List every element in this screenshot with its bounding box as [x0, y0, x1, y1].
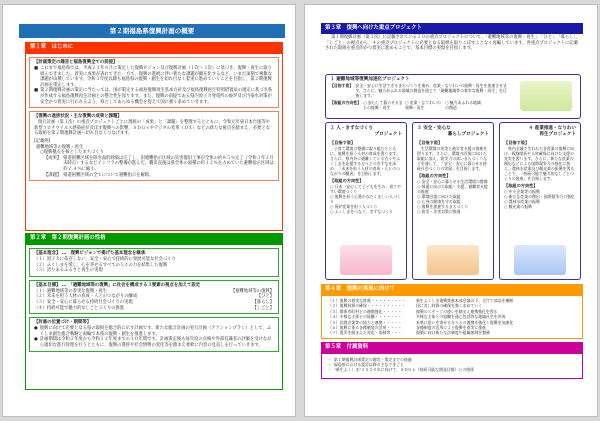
direction-item: ○ ふくしまをつなぐ、きずなづくり [330, 208, 393, 214]
measure-row: （５）民間企業等の協力と連携・・・・・ 本県に思いを寄せる方々との連携を強化し復興を加速化 [328, 319, 514, 325]
circle-bullet-icon: ● [34, 326, 38, 332]
plan-purpose-bullet: ■ これまで福島県では、平成２３年８月に策定した復興ビジョン及び復興計画（１次～３次）に基づき、復興・再生に取り組んできました。着実に成果が表れてきた一方で、復興の進展に伴い新たな課題が顕在化するなど、いまだ深刻で複雑な課題が山積しています。令和３年度以降も福島県の復興・創生を切れ目なく着実に進めていくことを目指し、第２期復興計画を策定します。 [34, 66, 273, 88]
progress-box [29, 111, 279, 181]
chapter1-content [25, 53, 283, 231]
chapter3-heading: 第３章 復興へ向けた重点プロジェクト [321, 23, 583, 34]
direction-item: ○ 観光業の振興 [504, 203, 532, 209]
progress-body: 現行計画（第３次）の重点プロジェクトごとに現組の「成果」と「課題」を整理するとともに、令和元年東日本台風等や新型コロナウイルス感染症が及ぼす復興への影響、ＳＤＧｓやデジタル変革（ＤＸ）などの新たな視点を踏まえ、必要となる取組を第２期復興計画へ切れ目なくつなげます。 [34, 120, 271, 137]
progress-title: 【復興の進捗状況・主な復興の成果と課題】 [34, 114, 122, 120]
circle-bullet-icon: ● [34, 337, 38, 343]
project3-box: ３ 安全・安心な 暮らしプロジェクト 【目指す姿】 生活環境の充実と被災者支援の推進を図ります。さらに、環境の回復に向けた取組に加え、防災力の高いまちづくりなどを通して、「安全・安心に暮らせる持続社会づくりの実現」を目指します。 【取組の方向性】 ○ 安全・安心に暮らせる生活環境の整備 ○ 帰還に向けた取組・支援、避難者支援の推進 ○ 環境回復に向けた取組 ○ 心身の健康を守る取組 ○ 復興を加速するまちづくり ○ 防災・災害対策の推進 [412, 122, 494, 280]
square-bullet-icon: ■ [34, 66, 39, 71]
people-illustration [340, 245, 392, 275]
direction-item: ○ 新たな産業の創出・国際競争力の強化 [504, 193, 575, 199]
project1-box [325, 74, 581, 119]
appendix-item: ・ “新生ふくしま”２０２０年に向けて、ＳＤＧｓ（持続可能な開発目標）との関係 [328, 367, 475, 372]
dot-bullet-icon: ・ [328, 367, 332, 372]
direction-item: ○ 中小企業等の振興 [504, 188, 540, 194]
direction-item: ○ 環境回復に向けた取組 [417, 193, 461, 199]
house-illustration [427, 245, 479, 275]
direction-item: ○ 日本一安心して子どもを生み、育てやすい環境づくり [330, 183, 402, 194]
result-row: 【成果】 帰還困難区域を除き面的除染は完了し、旧避難指示区域の災害復旧工事が全体の約８５％完了（令和３年２月末時点）するなどインフラの整備が進んだ。襲災直後は県全体の面積の約１２％を占めていた避難指示区域は約２.４％に縮小。 [44, 155, 274, 172]
dot-bullet-icon: ・ [328, 357, 332, 362]
project4-box: ４ 産業推進・なりわい 再生プロジェクト 【目指す姿】 県内全域で失われた各産業の復興に向け、販路開拓や人材確保に向けた支援の充実を図ります。さらに、新たな産業の創出などによる国際競争力の強化に加え、農林水産業及び観光業の振興を図ることで、「持続可能で魅力的なしごとづくりの推進」を目指します。 【取組の方向性】 ○ 中小企業等の振興 ○ 新たな産業の創出・国際競争力の強化 ○ 農林水産業の振興 ○ 観光業の振興 [499, 122, 581, 280]
project1-goal: 【目指す姿】 安全・安心に生活できるまちづくりを進め、産業・なりわいの復興・再生を加速させます。さらに、魅力あふれる地域の創造を通じて「避難地域等の着実な復興・再生」を目指します。 [330, 83, 507, 99]
appendix-item: ・ 第１期復興計画策定の趣旨・策定までの経過 [328, 357, 412, 362]
direction-item: ○ 心身の健康を守る取組 [417, 198, 461, 204]
project1-title: １ 避難地域等復興加速化プロジェクト [330, 77, 410, 82]
principle-item: （２）ふくしまを愛し、心を寄せるすべての人々の力を結集した復興 [34, 262, 168, 268]
principle-item: （３）誇りあるふるさと再生の実現 [34, 268, 103, 274]
measure-row: （４）多様な主体との協働・・・・・・・ 多様な主体との協働を通じ包括的な地域社会を形成 [328, 314, 506, 320]
project1-directions: 【取組の方向性】 ○ 安心して暮らせるまちの復興・再生 ○ 産業・なりわいの復興・再生 ○ 魅力あふれる地域の創造 [330, 100, 481, 111]
goals-title: 【基本目標】 … 「避難地域等の復興」に社会を構成する３要素の視点を加えて設定 [34, 282, 201, 288]
chapter2-content [25, 244, 283, 390]
town-illustration [520, 81, 572, 111]
direction-item: ○ 安全・安心に暮らせる生活環境の整備 [417, 178, 488, 184]
chapter4-content [321, 295, 583, 339]
position-bullet: ● 計画期間は令和３年度から令和１２年度までの１０年間です。計画策定後も毎年度の点検や外部有識者の評価を受けながら適切な進行管理を行うとともに、復興の進捗や社会情勢の変化等を踏まえ柔軟に内容の見直しを行っていきます。 [34, 337, 272, 348]
direction-item: ○ 復興を加速するまちづくり [417, 203, 469, 209]
goal-item: （３）安全・安心に暮らせる持続社会づくりの実現 【暮らし】 [34, 299, 274, 305]
position-box [29, 317, 279, 351]
plan-purpose-box [29, 57, 279, 108]
project2-box: ２ 人・きずなづくり プロジェクト 【目指す姿】 子育て環境の整備に取り組むとともに、復興を担う人材の育成を図ります。さらに、県内外に避難している方々やふくしまを応援する方々とのきずなを深め、「未来を担う人材の育成・人とのつながりの醸成」を目指します。 【取組の方向性】 ○ 日本一安心して子どもを生み、育てやすい環境づくり ○ 復興を担う心豊かなたくましい人づくり ○ 廃炉産業を担う人づくり ○ ふくしまをつなぐ、きずなづくり [325, 122, 407, 280]
dot-bullet-icon: ・ [328, 362, 332, 367]
chapter3-intro: 第１期復興計画（第３次）に記載されている１０の重点プロジェクトについて、「避難地域等の復興・再生」、「ひと」、「暮らし」、「しごと」の視点から、４の重点プロジェクトに必要となる取組を取りこぼすことなく再編しています。各重点プロジェクトに記載された取組を重点的かつ着実に進めることで、基本目標の実現を目指します。 [325, 35, 580, 52]
industry-illustration [514, 245, 566, 275]
measure-row: （７）震災を踏まえた対応・体制等・・・ 復興に向け新たな法制度や組織体制を整備 [328, 330, 490, 336]
position-title: 【計画の位置づけ・期間等】 [34, 320, 92, 326]
document-title: 第２期福島県復興計画の概要 [19, 24, 285, 38]
issue-row: 【課題】 帰還困難区域の全てについて避難指示を解除。 [44, 172, 154, 178]
example-area: 避難地域等の復興・再生 [36, 144, 84, 150]
appendix-item: ・ 福島県における震災以降の主なできごと [328, 362, 404, 367]
principle-item: （１）原子力に依存しない、安全・安心で持続的に発展可能な社会づくり [34, 257, 176, 262]
chapter1-heading: 第１章 はじめに [25, 42, 283, 53]
goal-item: （２）未来を担う人材の育成・人とのつながりの醸成 【ひと】 [34, 294, 274, 300]
position-bullet: ● 復興に向けて必要となる県の取組を総合的に示す計画です。新たな総合計画の実行計画（アクションプラン）として、ふくしま創生総合戦略と両輪で本県の復興・創生を推進します。 [34, 326, 272, 337]
measure-row: （３）関係市町村との連携強化・・・・・ 復興のステージの違いを踏まえ連携強化を図る [328, 308, 498, 314]
direction-item: ○ 帰還に向けた取組・支援、避難者支援の推進 [417, 183, 488, 194]
left-page [2, 4, 296, 417]
example-label: [記載例] [34, 138, 51, 144]
plan-purpose-title: 【計画策定の趣旨と福島復興全ての前提】 [34, 60, 118, 65]
right-page [304, 4, 598, 417]
measure-row: （２）復興財源の確保・・・・・・・・・・ 国に対し財源の確保を強く求めていく [328, 303, 483, 309]
measure-row: （６）復興に係る各種制度の活用・・・・ 各種制度の活用により復興を着実に推進 [328, 325, 487, 331]
goals-box [29, 280, 279, 314]
measure-row: （１）復興の着実な推進・・・・・・・・・ 新生ふくしま復興推進本部会議の下、全庁で部局を横断 [328, 298, 514, 303]
direction-item: ○ 廃炉産業を担う人づくり [330, 203, 378, 209]
example-item: ○復興拠点を核としたまちづくり [40, 150, 104, 156]
principle-title: 【基本理念】 … 復興ビジョンで掲げた基本理念を継承 [34, 251, 146, 256]
square-bullet-icon: ■ [34, 88, 39, 94]
chapter5-content [321, 353, 583, 379]
chapter2-heading: 第２章 第２期復興計画の性格 [25, 233, 283, 244]
direction-item: ○ 農林水産業の振興 [504, 198, 540, 204]
plan-purpose-bullet: ■ 第２期復興計画の策定に当たっては、国が策定する福島復興再生基本方針及び福島復興再生特別措置法の規定に基づき県が作成する福島復興再生計画との整合性を図ります。また、復興の前提である県内原子力発電所の廃炉及び汚染水対策が安全かつ着実に行われるよう、県としてあらゆる機会を捉えて国に強く求めていきます。 [34, 88, 273, 105]
direction-item: ○ 防災・災害対策の推進 [417, 208, 461, 214]
chapter5-heading: 第５章 付属資料 [321, 342, 583, 353]
direction-item: ○ 復興を担う心豊かなたくましい人づくり [330, 193, 401, 204]
chapter4-heading: 第４章 復興の実現に向けて [321, 284, 583, 295]
principle-box [29, 248, 279, 277]
goal-item: （４）持続可能で魅力的なしごとづくりの推進 【しごと】 [34, 305, 274, 311]
goal-item: （１）避難地域等の着実な復興・再生 【避難地域等の復興】 [34, 288, 274, 294]
